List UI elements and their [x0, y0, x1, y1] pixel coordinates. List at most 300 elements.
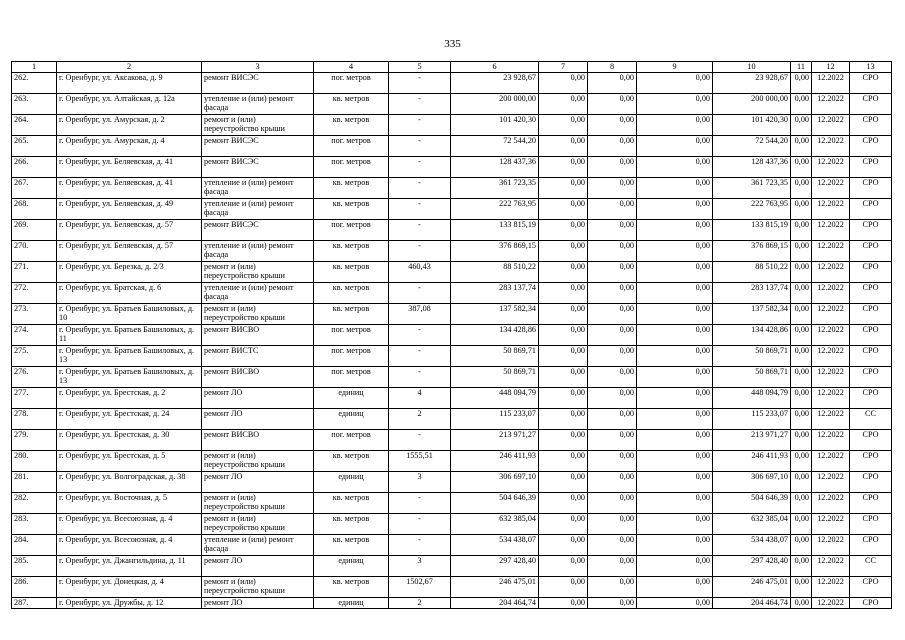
table-row	[12, 72, 892, 93]
total-cell: 632 385,04	[713, 513, 791, 534]
source-cell: СРО	[850, 156, 892, 177]
column-header-12: 12	[812, 62, 850, 73]
column-7-cell: 0,00	[539, 492, 588, 513]
quantity-cell: 387,08	[389, 303, 451, 324]
column-9-cell: 0,00	[637, 324, 713, 345]
source-cell: СРО	[850, 135, 892, 156]
table-row	[12, 576, 892, 597]
column-8-cell: 0,00	[588, 198, 637, 219]
column-7-cell: 0,00	[539, 513, 588, 534]
address-cell: г. Оренбург, ул. Братьев Башиловых, д. 13	[57, 366, 202, 387]
column-9-cell: 0,00	[637, 261, 713, 282]
date-cell: 12.2022	[812, 240, 850, 261]
column-9-cell: 0,00	[637, 72, 713, 93]
address-cell: г. Оренбург, ул. Беляевская, д. 49	[57, 198, 202, 219]
column-7-cell: 0,00	[539, 198, 588, 219]
address-cell: г. Оренбург, ул. Брестская, д. 24	[57, 408, 202, 429]
column-9-cell: 0,00	[637, 345, 713, 366]
column-7-cell: 0,00	[539, 555, 588, 576]
column-9-cell: 0,00	[637, 240, 713, 261]
date-cell: 12.2022	[812, 408, 850, 429]
total-cell: 283 137,74	[713, 282, 791, 303]
date-cell: 12.2022	[812, 492, 850, 513]
column-9-cell: 0,00	[637, 534, 713, 555]
quantity-cell: 1502,67	[389, 576, 451, 597]
column-7-cell: 0,00	[539, 135, 588, 156]
work-type-cell: ремонт и (или) переустройство крыши	[202, 576, 314, 597]
column-8-cell: 0,00	[588, 282, 637, 303]
date-cell: 12.2022	[812, 177, 850, 198]
cost-cell: 361 723,35	[451, 177, 539, 198]
total-cell: 134 428,86	[713, 324, 791, 345]
column-9-cell: 0,00	[637, 303, 713, 324]
work-type-cell: ремонт ЛО	[202, 387, 314, 408]
table-row	[12, 198, 892, 219]
column-11-cell: 0,00	[791, 450, 812, 471]
column-8-cell: 0,00	[588, 261, 637, 282]
date-cell: 12.2022	[812, 513, 850, 534]
column-9-cell: 0,00	[637, 387, 713, 408]
column-9-cell: 0,00	[637, 156, 713, 177]
row-number: 269.	[12, 219, 57, 240]
column-8-cell: 0,00	[588, 72, 637, 93]
column-7-cell: 0,00	[539, 156, 588, 177]
column-7-cell: 0,00	[539, 72, 588, 93]
address-cell: г. Оренбург, ул. Братьев Башиловых, д. 11	[57, 324, 202, 345]
row-number: 265.	[12, 135, 57, 156]
address-cell: г. Оренбург, ул. Джангильдина, д. 11	[57, 555, 202, 576]
unit-cell: пог. метров	[314, 324, 389, 345]
column-header-3: 3	[202, 62, 314, 73]
total-cell: 101 420,30	[713, 114, 791, 135]
table-row	[12, 429, 892, 450]
quantity-cell: -	[389, 429, 451, 450]
address-cell: г. Оренбург, ул. Алтайская, д. 12а	[57, 93, 202, 114]
unit-cell: пог. метров	[314, 345, 389, 366]
column-11-cell: 0,00	[791, 198, 812, 219]
cost-cell: 23 928,67	[451, 72, 539, 93]
column-9-cell: 0,00	[637, 492, 713, 513]
source-cell: СС	[850, 555, 892, 576]
date-cell: 12.2022	[812, 345, 850, 366]
total-cell: 306 697,10	[713, 471, 791, 492]
column-11-cell: 0,00	[791, 366, 812, 387]
column-8-cell: 0,00	[588, 555, 637, 576]
table-row	[12, 450, 892, 471]
column-7-cell: 0,00	[539, 345, 588, 366]
column-9-cell: 0,00	[637, 135, 713, 156]
cost-cell: 101 420,30	[451, 114, 539, 135]
source-cell: СРО	[850, 303, 892, 324]
column-7-cell: 0,00	[539, 219, 588, 240]
unit-cell: единиц	[314, 387, 389, 408]
table-row	[12, 135, 892, 156]
quantity-cell: -	[389, 219, 451, 240]
column-number-row	[12, 62, 892, 73]
column-8-cell: 0,00	[588, 156, 637, 177]
source-cell: СРО	[850, 261, 892, 282]
table-row	[12, 177, 892, 198]
column-7-cell: 0,00	[539, 261, 588, 282]
cost-cell: 137 582,34	[451, 303, 539, 324]
quantity-cell: -	[389, 93, 451, 114]
column-8-cell: 0,00	[588, 408, 637, 429]
column-11-cell: 0,00	[791, 240, 812, 261]
quantity-cell: 1555,51	[389, 450, 451, 471]
work-type-cell: утепление и (или) ремонт фасада	[202, 198, 314, 219]
total-cell: 246 411,93	[713, 450, 791, 471]
work-type-cell: ремонт ЛО	[202, 471, 314, 492]
quantity-cell: -	[389, 114, 451, 135]
total-cell: 137 582,34	[713, 303, 791, 324]
quantity-cell: 3	[389, 555, 451, 576]
column-7-cell: 0,00	[539, 450, 588, 471]
work-type-cell: ремонт ЛО	[202, 408, 314, 429]
address-cell: г. Оренбург, ул. Всесоюзная, д. 4	[57, 513, 202, 534]
address-cell: г. Оренбург, ул. Брестская, д. 2	[57, 387, 202, 408]
cost-cell: 504 646,39	[451, 492, 539, 513]
quantity-cell: -	[389, 240, 451, 261]
column-8-cell: 0,00	[588, 93, 637, 114]
column-8-cell: 0,00	[588, 429, 637, 450]
column-header-5: 5	[389, 62, 451, 73]
unit-cell: единиц	[314, 555, 389, 576]
total-cell: 376 869,15	[713, 240, 791, 261]
unit-cell: кв. метров	[314, 513, 389, 534]
unit-cell: кв. метров	[314, 198, 389, 219]
column-8-cell: 0,00	[588, 114, 637, 135]
column-8-cell: 0,00	[588, 366, 637, 387]
work-type-cell: ремонт и (или) переустройство крыши	[202, 492, 314, 513]
date-cell: 12.2022	[812, 261, 850, 282]
work-type-cell: ремонт ВИСЭС	[202, 72, 314, 93]
date-cell: 12.2022	[812, 219, 850, 240]
address-cell: г. Оренбург, ул. Аксакова, д. 9	[57, 72, 202, 93]
row-number: 272.	[12, 282, 57, 303]
column-7-cell: 0,00	[539, 303, 588, 324]
row-number: 276.	[12, 366, 57, 387]
unit-cell: кв. метров	[314, 240, 389, 261]
column-11-cell: 0,00	[791, 261, 812, 282]
quantity-cell: 460,43	[389, 261, 451, 282]
work-type-cell: ремонт ЛО	[202, 555, 314, 576]
source-cell: СРО	[850, 534, 892, 555]
column-8-cell: 0,00	[588, 492, 637, 513]
row-number: 283.	[12, 513, 57, 534]
work-type-cell: ремонт ВИСЭС	[202, 135, 314, 156]
total-cell: 50 869,71	[713, 366, 791, 387]
cost-cell: 306 697,10	[451, 471, 539, 492]
date-cell: 12.2022	[812, 555, 850, 576]
date-cell: 12.2022	[812, 324, 850, 345]
column-9-cell: 0,00	[637, 282, 713, 303]
address-cell: г. Оренбург, ул. Беляевская, д. 57	[57, 219, 202, 240]
column-8-cell: 0,00	[588, 324, 637, 345]
address-cell: г. Оренбург, ул. Амурская, д. 2	[57, 114, 202, 135]
table-row	[12, 324, 892, 345]
total-cell: 88 510,22	[713, 261, 791, 282]
address-cell: г. Оренбург, ул. Братьев Башиловых, д. 13	[57, 345, 202, 366]
row-number: 275.	[12, 345, 57, 366]
source-cell: СРО	[850, 198, 892, 219]
work-type-cell: ремонт ВИСВО	[202, 366, 314, 387]
column-11-cell: 0,00	[791, 114, 812, 135]
source-cell: СРО	[850, 471, 892, 492]
work-type-cell: ремонт ВИСВО	[202, 324, 314, 345]
source-cell: СРО	[850, 387, 892, 408]
row-number: 282.	[12, 492, 57, 513]
address-cell: г. Оренбург, ул. Березка, д. 2/3	[57, 261, 202, 282]
total-cell: 115 233,07	[713, 408, 791, 429]
column-9-cell: 0,00	[637, 408, 713, 429]
column-7-cell: 0,00	[539, 408, 588, 429]
cost-cell: 128 437,36	[451, 156, 539, 177]
work-type-cell: ремонт ВИСЭС	[202, 219, 314, 240]
column-8-cell: 0,00	[588, 240, 637, 261]
row-number: 281.	[12, 471, 57, 492]
work-type-cell: ремонт и (или) переустройство крыши	[202, 303, 314, 324]
table-row	[12, 534, 892, 555]
unit-cell: пог. метров	[314, 429, 389, 450]
quantity-cell: 2	[389, 408, 451, 429]
column-header-9: 9	[637, 62, 713, 73]
source-cell: СРО	[850, 282, 892, 303]
cost-cell: 213 971,27	[451, 429, 539, 450]
table-row	[12, 513, 892, 534]
column-11-cell: 0,00	[791, 555, 812, 576]
source-cell: СРО	[850, 366, 892, 387]
source-cell: СРО	[850, 513, 892, 534]
column-9-cell: 0,00	[637, 555, 713, 576]
date-cell: 12.2022	[812, 366, 850, 387]
total-cell: 133 815,19	[713, 219, 791, 240]
column-11-cell: 0,00	[791, 177, 812, 198]
table-row	[12, 471, 892, 492]
total-cell: 222 763,95	[713, 198, 791, 219]
total-cell: 448 094,79	[713, 387, 791, 408]
table-row	[12, 282, 892, 303]
column-7-cell: 0,00	[539, 282, 588, 303]
quantity-cell: -	[389, 72, 451, 93]
column-9-cell: 0,00	[637, 576, 713, 597]
row-number: 277.	[12, 387, 57, 408]
column-9-cell: 0,00	[637, 366, 713, 387]
unit-cell: кв. метров	[314, 576, 389, 597]
source-cell: СРО	[850, 345, 892, 366]
column-7-cell: 0,00	[539, 471, 588, 492]
work-type-cell: утепление и (или) ремонт фасада	[202, 177, 314, 198]
date-cell: 12.2022	[812, 471, 850, 492]
table-row	[12, 156, 892, 177]
unit-cell: кв. метров	[314, 282, 389, 303]
column-7-cell: 0,00	[539, 597, 588, 608]
page-number: 335	[444, 38, 461, 50]
address-cell: г. Оренбург, ул. Волгоградская, д. 38	[57, 471, 202, 492]
address-cell: г. Оренбург, ул. Беляевская, д. 41	[57, 156, 202, 177]
row-number: 271.	[12, 261, 57, 282]
address-cell: г. Оренбург, ул. Беляевская, д. 57	[57, 240, 202, 261]
total-cell: 200 000,00	[713, 93, 791, 114]
address-cell: г. Оренбург, ул. Братьев Башиловых, д. 10	[57, 303, 202, 324]
row-number: 285.	[12, 555, 57, 576]
address-cell: г. Оренбург, ул. Амурская, д. 4	[57, 135, 202, 156]
table-row	[12, 366, 892, 387]
quantity-cell: -	[389, 198, 451, 219]
cost-cell: 133 815,19	[451, 219, 539, 240]
work-type-cell: ремонт и (или) переустройство крыши	[202, 114, 314, 135]
column-11-cell: 0,00	[791, 429, 812, 450]
row-number: 278.	[12, 408, 57, 429]
quantity-cell: -	[389, 345, 451, 366]
source-cell: СРО	[850, 492, 892, 513]
row-number: 267.	[12, 177, 57, 198]
cost-cell: 200 000,00	[451, 93, 539, 114]
column-9-cell: 0,00	[637, 198, 713, 219]
unit-cell: пог. метров	[314, 219, 389, 240]
date-cell: 12.2022	[812, 135, 850, 156]
total-cell: 128 437,36	[713, 156, 791, 177]
work-type-cell: утепление и (или) ремонт фасада	[202, 93, 314, 114]
column-11-cell: 0,00	[791, 513, 812, 534]
table-row	[12, 555, 892, 576]
quantity-cell: 2	[389, 597, 451, 608]
column-11-cell: 0,00	[791, 345, 812, 366]
cost-cell: 134 428,86	[451, 324, 539, 345]
column-9-cell: 0,00	[637, 219, 713, 240]
source-cell: СРО	[850, 450, 892, 471]
total-cell: 361 723,35	[713, 177, 791, 198]
row-number: 273.	[12, 303, 57, 324]
cost-cell: 50 869,71	[451, 345, 539, 366]
address-cell: г. Оренбург, ул. Брестская, д. 5	[57, 450, 202, 471]
column-9-cell: 0,00	[637, 597, 713, 608]
column-8-cell: 0,00	[588, 303, 637, 324]
quantity-cell: -	[389, 282, 451, 303]
total-cell: 23 928,67	[713, 72, 791, 93]
source-cell: СРО	[850, 177, 892, 198]
work-type-cell: утепление и (или) ремонт фасада	[202, 534, 314, 555]
unit-cell: кв. метров	[314, 450, 389, 471]
cost-cell: 246 411,93	[451, 450, 539, 471]
unit-cell: кв. метров	[314, 114, 389, 135]
work-type-cell: ремонт и (или) переустройство крыши	[202, 261, 314, 282]
unit-cell: кв. метров	[314, 303, 389, 324]
unit-cell: кв. метров	[314, 492, 389, 513]
address-cell: г. Оренбург, ул. Дружбы, д. 12	[57, 597, 202, 608]
work-type-cell: утепление и (или) ремонт фасада	[202, 240, 314, 261]
table-row	[12, 408, 892, 429]
date-cell: 12.2022	[812, 303, 850, 324]
work-type-cell: ремонт и (или) переустройство крыши	[202, 513, 314, 534]
row-number: 268.	[12, 198, 57, 219]
column-header-13: 13	[850, 62, 892, 73]
source-cell: СРО	[850, 597, 892, 608]
column-header-8: 8	[588, 62, 637, 73]
quantity-cell: -	[389, 177, 451, 198]
row-number: 279.	[12, 429, 57, 450]
column-7-cell: 0,00	[539, 240, 588, 261]
date-cell: 12.2022	[812, 93, 850, 114]
address-cell: г. Оренбург, ул. Братская, д. 6	[57, 282, 202, 303]
unit-cell: кв. метров	[314, 534, 389, 555]
source-cell: СРО	[850, 93, 892, 114]
source-cell: СС	[850, 408, 892, 429]
table-row	[12, 261, 892, 282]
unit-cell: пог. метров	[314, 156, 389, 177]
date-cell: 12.2022	[812, 156, 850, 177]
column-11-cell: 0,00	[791, 156, 812, 177]
column-9-cell: 0,00	[637, 471, 713, 492]
unit-cell: кв. метров	[314, 177, 389, 198]
column-11-cell: 0,00	[791, 282, 812, 303]
unit-cell: единиц	[314, 597, 389, 608]
unit-cell: пог. метров	[314, 366, 389, 387]
date-cell: 12.2022	[812, 198, 850, 219]
column-7-cell: 0,00	[539, 366, 588, 387]
cost-cell: 222 763,95	[451, 198, 539, 219]
work-type-cell: ремонт ВИСЭС	[202, 156, 314, 177]
column-11-cell: 0,00	[791, 219, 812, 240]
table-row	[12, 387, 892, 408]
column-header-7: 7	[539, 62, 588, 73]
date-cell: 12.2022	[812, 387, 850, 408]
quantity-cell: 4	[389, 387, 451, 408]
table-row	[12, 114, 892, 135]
date-cell: 12.2022	[812, 72, 850, 93]
work-type-cell: ремонт ЛО	[202, 597, 314, 608]
address-cell: г. Оренбург, ул. Всесоюзная, д. 4	[57, 534, 202, 555]
column-9-cell: 0,00	[637, 513, 713, 534]
cost-cell: 88 510,22	[451, 261, 539, 282]
column-11-cell: 0,00	[791, 135, 812, 156]
column-11-cell: 0,00	[791, 597, 812, 608]
column-11-cell: 0,00	[791, 576, 812, 597]
cost-cell: 448 094,79	[451, 387, 539, 408]
date-cell: 12.2022	[812, 450, 850, 471]
column-7-cell: 0,00	[539, 114, 588, 135]
column-11-cell: 0,00	[791, 93, 812, 114]
date-cell: 12.2022	[812, 534, 850, 555]
column-8-cell: 0,00	[588, 534, 637, 555]
total-cell: 246 475,01	[713, 576, 791, 597]
cost-cell: 283 137,74	[451, 282, 539, 303]
column-8-cell: 0,00	[588, 135, 637, 156]
column-9-cell: 0,00	[637, 450, 713, 471]
column-8-cell: 0,00	[588, 219, 637, 240]
column-8-cell: 0,00	[588, 576, 637, 597]
column-9-cell: 0,00	[637, 429, 713, 450]
quantity-cell: -	[389, 513, 451, 534]
column-11-cell: 0,00	[791, 72, 812, 93]
table-body	[12, 72, 892, 608]
quantity-cell: -	[389, 135, 451, 156]
date-cell: 12.2022	[812, 429, 850, 450]
quantity-cell: -	[389, 492, 451, 513]
column-8-cell: 0,00	[588, 597, 637, 608]
date-cell: 12.2022	[812, 114, 850, 135]
total-cell: 72 544,20	[713, 135, 791, 156]
cost-cell: 204 464,74	[451, 597, 539, 608]
quantity-cell: -	[389, 366, 451, 387]
column-8-cell: 0,00	[588, 345, 637, 366]
column-7-cell: 0,00	[539, 93, 588, 114]
column-7-cell: 0,00	[539, 387, 588, 408]
total-cell: 50 869,71	[713, 345, 791, 366]
column-8-cell: 0,00	[588, 450, 637, 471]
table-row	[12, 303, 892, 324]
work-type-cell: ремонт ВИСТС	[202, 345, 314, 366]
column-11-cell: 0,00	[791, 303, 812, 324]
